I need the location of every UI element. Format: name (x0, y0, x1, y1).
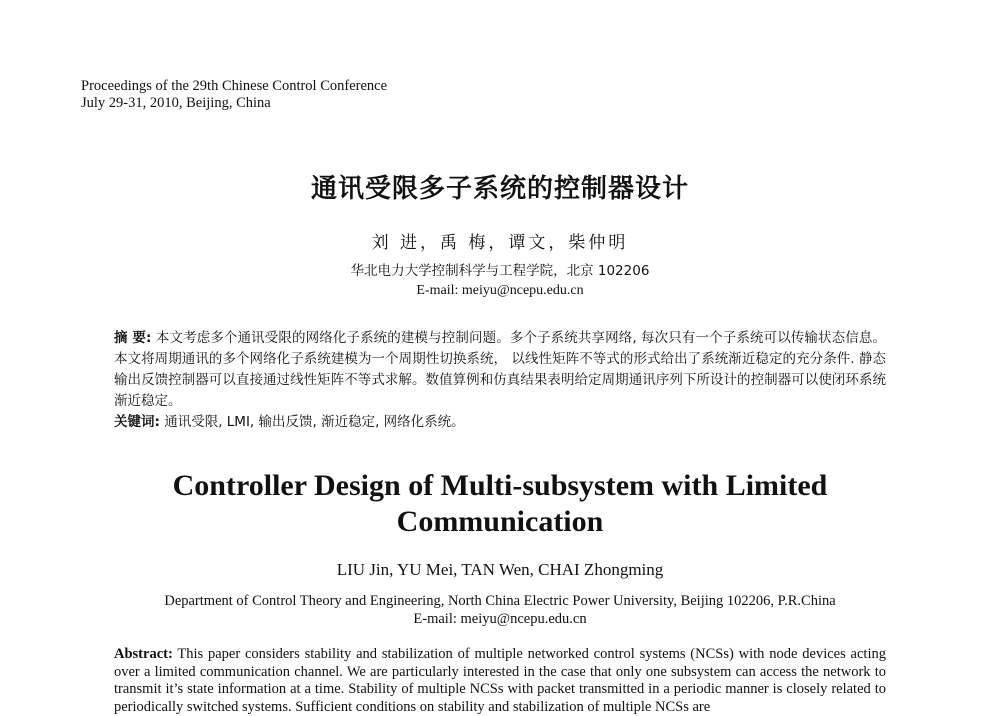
conference-name: Proceedings of the 29th Chinese Control Conference (81, 78, 388, 94)
chinese-affiliation: 华北电力大学控制科学与工程学院，北京 102206 (350, 263, 650, 279)
english-abstract (114, 646, 886, 716)
conference-date-location: July 29-31, 2010, Beijing, China (81, 95, 271, 111)
english-authors: LIU Jin, YU Mei, TAN Wen, CHAI Zhongming (336, 560, 664, 579)
english-title-line2: Communication (396, 505, 604, 538)
english-email: E-mail: meiyu@ncepu.edu.cn (413, 611, 587, 627)
english-abstract-label: Abstract: (114, 646, 173, 662)
english-affiliation-block (0, 592, 1000, 628)
english-affiliation: Department of Control Theory and Engineering, North China Electric Power University, Beijing 102206, P.R.China (164, 593, 836, 609)
chinese-email: E-mail: meiyu@ncepu.edu.cn (416, 283, 584, 298)
chinese-authors: 刘 进，禹 梅，谭文，柴仲明 (371, 233, 629, 253)
english-title (0, 468, 1000, 540)
english-abstract-text: This paper considers stability and stabilization of multiple networked control systems (NCSs) with node devices acting over a limited communication channel. We are particularly interested in the case that only one subsystem can access the network to transmit it’s state information at a time. Stability of multiple NCSs with packet transmitted in a periodic manner is closely related to periodically switched systems. Sufficient conditions on stability and stabilization of multiple NCSs are (114, 646, 886, 715)
chinese-keywords (114, 412, 886, 432)
chinese-title: 通讯受限多子系统的控制器设计 (310, 174, 689, 204)
chinese-abstract-text: 本文考虑多个通讯受限的网络化子系统的建模与控制问题。多个子系统共享网络, 每次只有一个子系统可以传输状态信息。本文将周期通讯的多个网络化子系统建模为一个周期性切换系统， 以线性矩阵不等式的形式给出了系统渐近稳定的充分条件. 静态输出反馈控制器可以直接通过线性矩阵不等式求解。数值算例和仿真结果表明给定周期通讯序列下所设计的控制器可以使闭环系统渐近稳定。 (114, 330, 886, 409)
english-title-line1: Controller Design of Multi-subsystem with Limited (172, 469, 828, 502)
chinese-keywords-label: 关键词: (114, 414, 160, 430)
chinese-affiliation-block (0, 262, 1000, 300)
chinese-abstract (114, 328, 886, 412)
chinese-keywords-text: 通讯受限, LMI, 输出反馈, 渐近稳定, 网络化系统。 (159, 414, 465, 430)
conference-header (81, 78, 387, 112)
chinese-abstract-label: 摘 要: (114, 330, 152, 346)
